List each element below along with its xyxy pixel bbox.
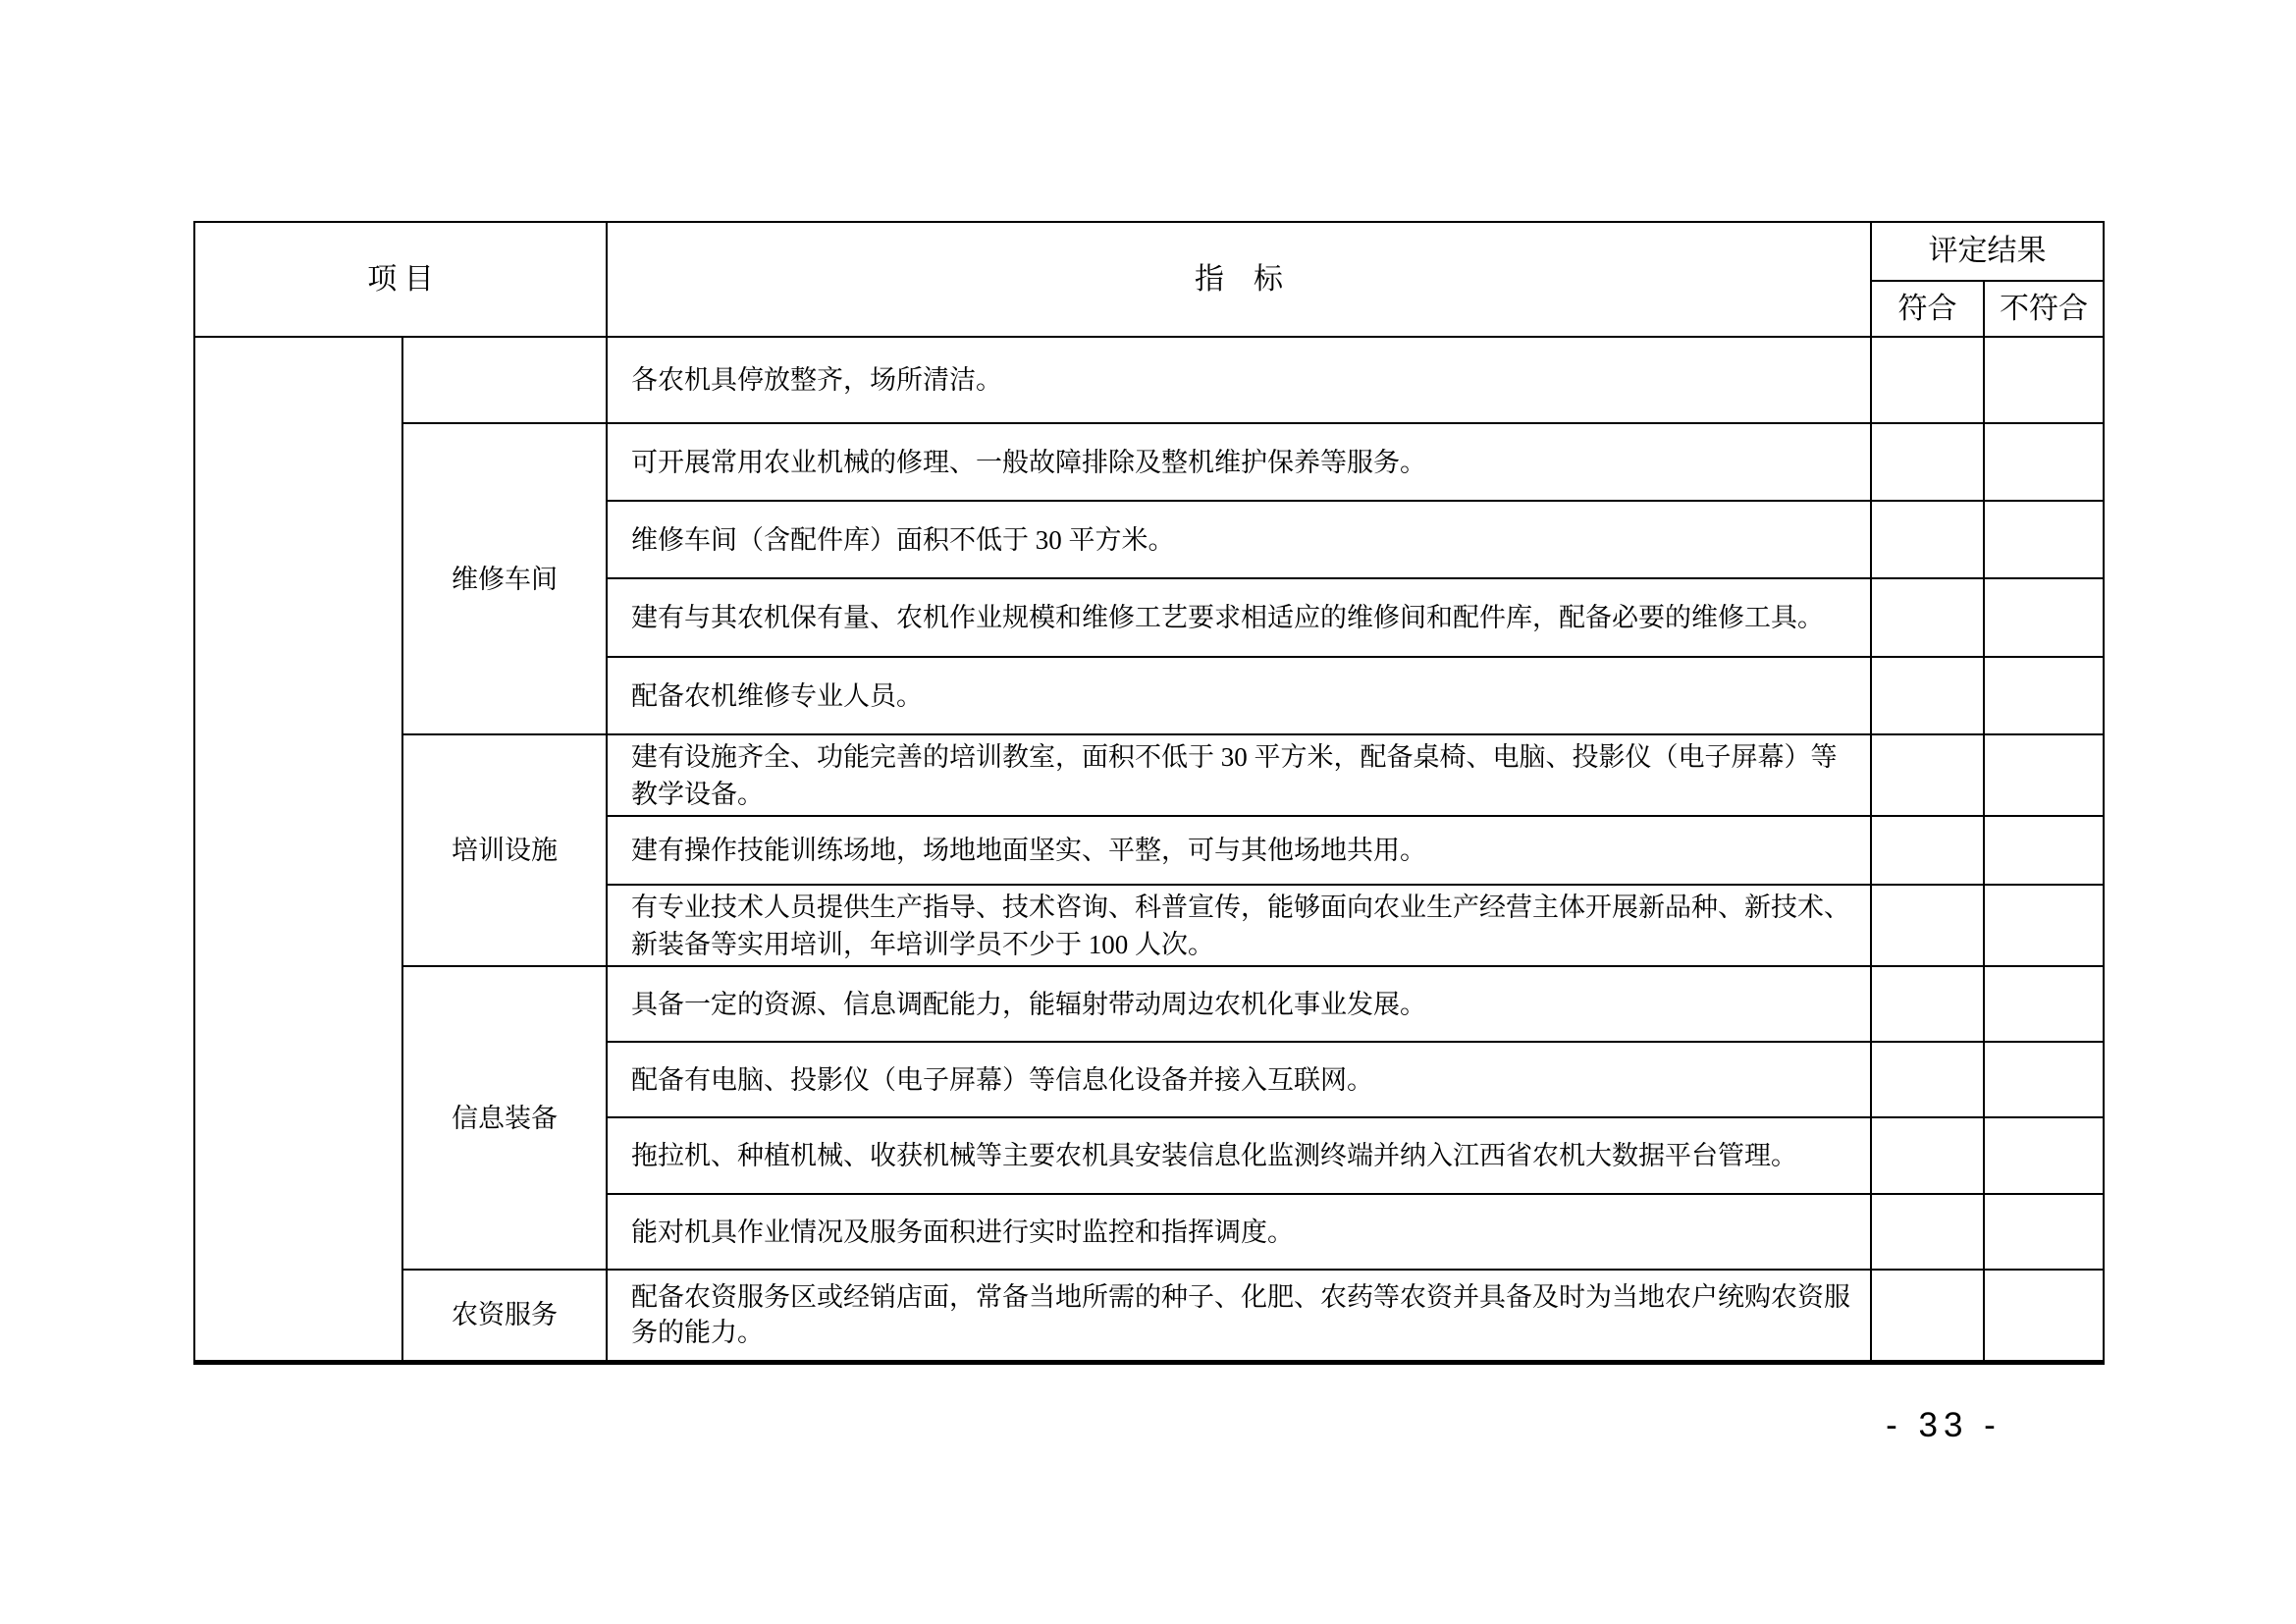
table-row: [194, 423, 2104, 501]
evaluation-table: [193, 221, 2105, 1365]
indicator-cell: 维修车间（含配件库）面积不低于 30 平方米。: [607, 501, 1871, 578]
indicator-cell: 配备农机维修专业人员。: [607, 657, 1871, 734]
fail-cell: [1984, 1270, 2104, 1362]
pass-cell: [1871, 1042, 1984, 1117]
indicator-cell: 可开展常用农业机械的修理、一般故障排除及整机维护保养等服务。: [607, 423, 1871, 501]
group-label-cell: 维修车间: [402, 423, 607, 734]
fail-cell: [1984, 578, 2104, 657]
pass-cell: [1871, 337, 1984, 423]
header-item: 项 目: [194, 222, 607, 337]
pass-cell: [1871, 501, 1984, 578]
header-pass: 符合: [1871, 281, 1984, 337]
left-spanner-cell: [194, 337, 402, 1362]
header-fail: 不符合: [1984, 281, 2104, 337]
pass-cell: [1871, 966, 1984, 1042]
fail-cell: [1984, 734, 2104, 816]
group-label-cell: 信息装备: [402, 966, 607, 1270]
table-row: [194, 734, 2104, 816]
fail-cell: [1984, 337, 2104, 423]
table-row: [194, 337, 2104, 423]
fail-cell: [1984, 657, 2104, 734]
indicator-cell: 拖拉机、种植机械、收获机械等主要农机具安装信息化监测终端并纳入江西省农机大数据平台管理。: [607, 1117, 1871, 1194]
indicator-cell: 建有操作技能训练场地，场地地面坚实、平整，可与其他场地共用。: [607, 816, 1871, 885]
indicator-cell: 配备农资服务区或经销店面，常备当地所需的种子、化肥、农药等农资并具备及时为当地农户统购农资服务的能力。: [607, 1270, 1871, 1362]
fail-cell: [1984, 1117, 2104, 1194]
indicator-cell: 能对机具作业情况及服务面积进行实时监控和指挥调度。: [607, 1194, 1871, 1270]
pass-cell: [1871, 578, 1984, 657]
pass-cell: [1871, 816, 1984, 885]
indicator-cell: 有专业技术人员提供生产指导、技术咨询、科普宣传，能够面向农业生产经营主体开展新品种、新技术、新装备等实用培训，年培训学员不少于 100 人次。: [607, 885, 1871, 966]
pass-cell: [1871, 423, 1984, 501]
pass-cell: [1871, 657, 1984, 734]
fail-cell: [1984, 885, 2104, 966]
pass-cell: [1871, 734, 1984, 816]
group-label-cell: [402, 337, 607, 423]
indicator-cell: 具备一定的资源、信息调配能力，能辐射带动周边农机化事业发展。: [607, 966, 1871, 1042]
group-label-cell: 农资服务: [402, 1270, 607, 1362]
pass-cell: [1871, 1270, 1984, 1362]
indicator-cell: 建有设施齐全、功能完善的培训教室，面积不低于 30 平方米，配备桌椅、电脑、投影仪（电子屏幕）等教学设备。: [607, 734, 1871, 816]
fail-cell: [1984, 1194, 2104, 1270]
header-result: 评定结果: [1871, 222, 2104, 281]
header-indicator: 指 标: [607, 222, 1871, 337]
pass-cell: [1871, 885, 1984, 966]
table-header-row-1: [194, 222, 2104, 281]
indicator-cell: 各农机具停放整齐，场所清洁。: [607, 337, 1871, 423]
indicator-cell: 配备有电脑、投影仪（电子屏幕）等信息化设备并接入互联网。: [607, 1042, 1871, 1117]
indicator-cell: 建有与其农机保有量、农机作业规模和维修工艺要求相适应的维修间和配件库，配备必要的维修工具。: [607, 578, 1871, 657]
fail-cell: [1984, 501, 2104, 578]
table-row: [194, 1270, 2104, 1362]
table-row: [194, 966, 2104, 1042]
group-label-cell: 培训设施: [402, 734, 607, 966]
pass-cell: [1871, 1117, 1984, 1194]
page-number: - 33 -: [1886, 1406, 2002, 1444]
fail-cell: [1984, 423, 2104, 501]
fail-cell: [1984, 1042, 2104, 1117]
fail-cell: [1984, 816, 2104, 885]
fail-cell: [1984, 966, 2104, 1042]
pass-cell: [1871, 1194, 1984, 1270]
